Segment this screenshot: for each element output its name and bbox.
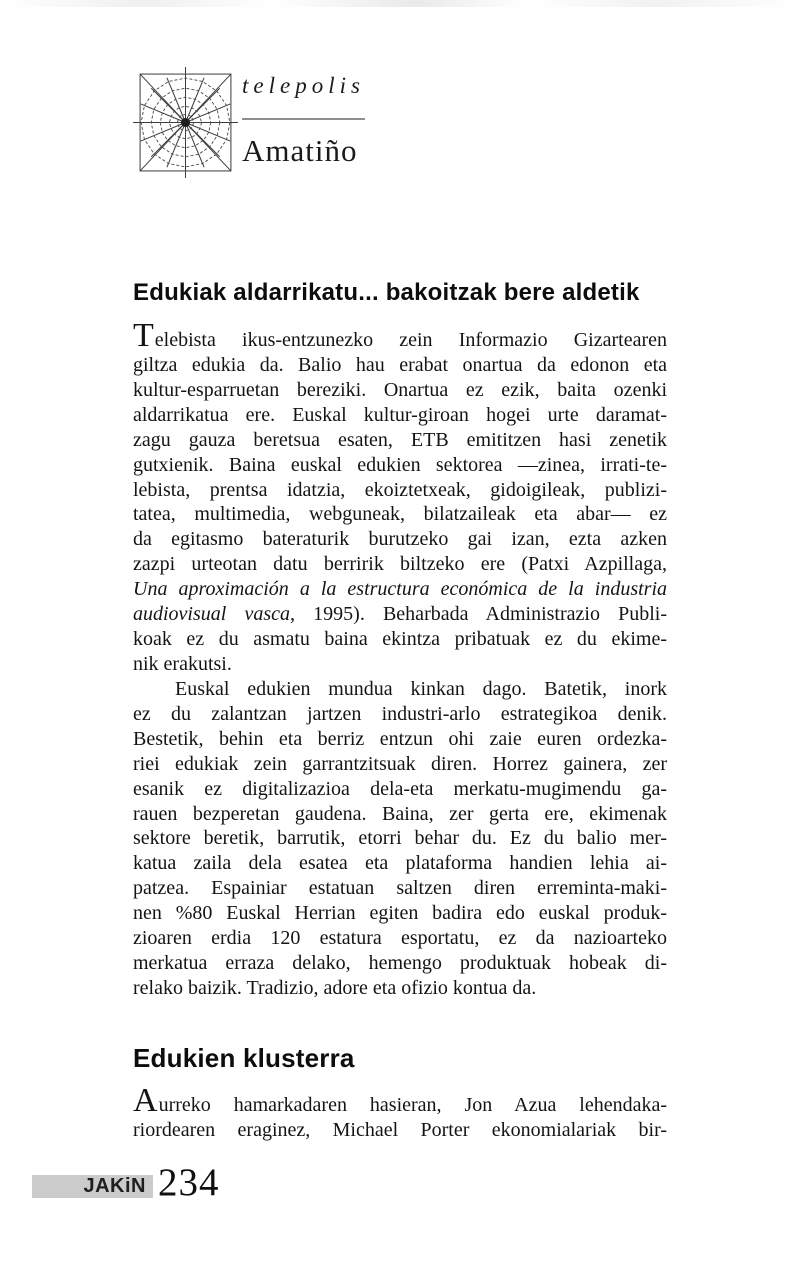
text-line: katua zaila dela esatea eta plataforma handien lehia ai- [133, 852, 667, 875]
text-line: gutxienik. Baina euskal edukien sektorea —zinea, irrati-te- [133, 453, 667, 476]
section-heading-edukiak: Edukiak aldarrikatu... bakoitzak bere aldetik [133, 279, 640, 306]
text-line: ez du zalantzan jartzen industri-arlo estrategikoa denik. [133, 702, 667, 725]
text-line: Una aproximación a la estructura económica de la industria [133, 578, 667, 601]
body-text-block-1 [133, 317, 667, 1001]
text-line: rauen bezperetan gaudena. Baina, zer gerta ere, ekimenak [133, 802, 667, 825]
text-line: riordearen eraginez, Michael Porter ekonomialariak bir- [133, 1118, 667, 1141]
initial-capital: T [133, 317, 154, 354]
text-line: nen %80 Euskal Herrian egiten badira edo euskal produk- [133, 902, 667, 925]
text-line: Aurreko hamarkadaren hasieran, Jon Azua lehendaka- [133, 1082, 667, 1119]
section-heading-klusterra: Edukien klusterra [133, 1043, 355, 1073]
text-line: riei edukiak zein garrantzitsuak diren. Horrez gainera, zer [133, 752, 667, 775]
text-line: merkatua erraza delako, hemengo produktuak hobeak di- [133, 952, 667, 975]
author-name: Amatiño [242, 133, 358, 168]
text-line: giltza edukia da. Balio hau erabat onartua da edonon eta [133, 353, 667, 376]
initial-capital: A [133, 1082, 158, 1119]
brand-rule [242, 118, 365, 120]
page-number: 234 [158, 1161, 220, 1204]
text-line: esanik ez digitalizazioa dela-eta merkatu-mugimendu ga- [133, 777, 667, 800]
text-line: aldarrikatua ere. Euskal kultur-giroan hogei urte daramat- [133, 403, 667, 426]
text-line: Bestetik, behin eta berriz entzun ohi zaie euren ordezka- [133, 727, 667, 750]
brand-title: telepolis [242, 73, 365, 98]
text-line: kultur-esparruetan bereziki. Onartua ez ezik, baita ozenki [133, 378, 667, 401]
text-line: lebista, prentsa idatzia, ekoiztetxeak, gidoigileak, publizi- [133, 478, 667, 501]
text-line: relako baizik. Tradizio, adore eta ofizio kontua da. [133, 976, 537, 999]
body-text-block-2 [133, 1082, 667, 1143]
text-line: da egitasmo bateraturik burutzeko gai izan, ezta azken [133, 528, 667, 551]
text-line: koak ez du asmatu baina ekintza pribatuak ez du ekime- [133, 628, 667, 651]
text-line: Euskal edukien mundua kinkan dago. Batetik, inork [175, 677, 667, 700]
scan-noise-artifact [0, 0, 800, 7]
text-line: sektore beretik, barrutik, etorri behar du. Ez du balio mer- [133, 827, 667, 850]
text-line: Telebista ikus-entzunezko zein Informazio Gizartearen [133, 317, 667, 354]
text-line: tatea, multimedia, webguneak, bilatzaileak eta abar— ez [133, 503, 667, 526]
spiderweb-icon [133, 67, 238, 178]
text-line: nik erakutsi. [133, 652, 232, 675]
text-line: audiovisual vasca, 1995). Beharbada Administrazio Publi- [133, 603, 667, 626]
text-line: zagu gauza beretsua esaten, ETB emititzen hasi zenetik [133, 428, 667, 451]
journal-badge: JAKiN [32, 1175, 153, 1198]
text-line: patzea. Espainiar estatuan saltzen diren erreminta-maki- [133, 877, 667, 900]
text-line: zazpi urteotan datu berririk biltzeko ere (Patxi Azpillaga, [133, 553, 667, 576]
text-line: zioaren erdia 120 estatura esportatu, ez da nazioarteko [133, 927, 667, 950]
